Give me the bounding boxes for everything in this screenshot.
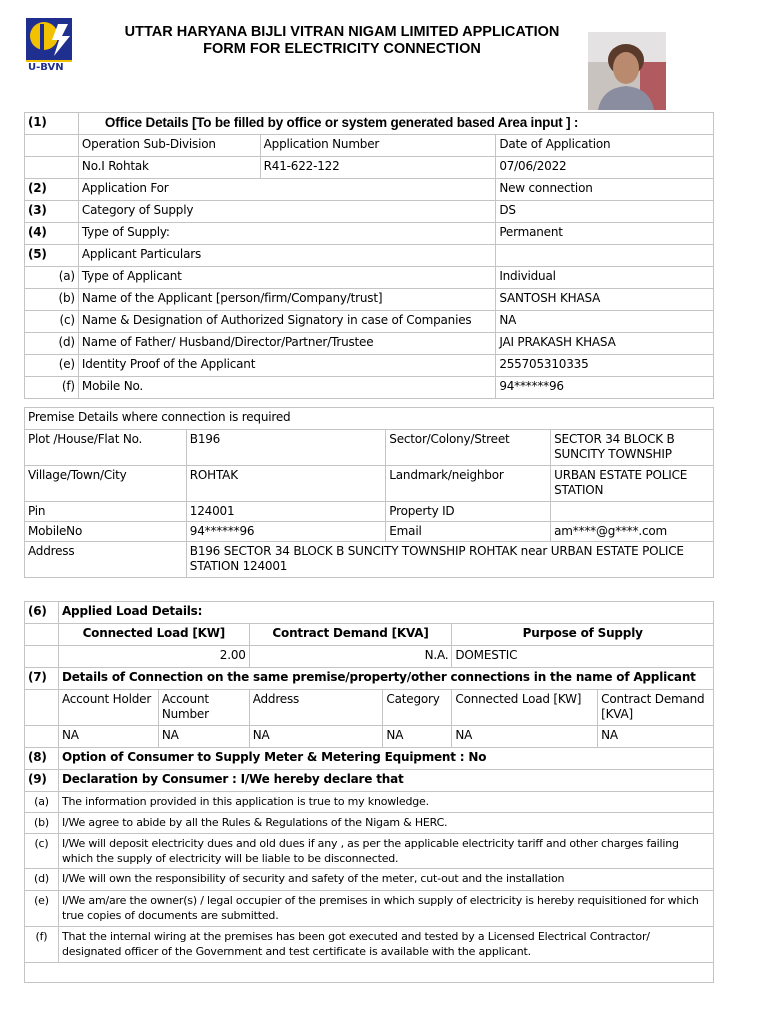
table-row: (2) Application For New connection <box>25 179 714 201</box>
table-row: (e) Identity Proof of the Applicant 255705310335 <box>25 355 714 377</box>
logo-text: U-BVN <box>28 62 64 73</box>
purpose-value: DOMESTIC <box>452 646 714 668</box>
property-value <box>551 502 714 522</box>
date-value: 07/06/2022 <box>496 157 714 179</box>
declaration-item: (f) That the internal wiring at the premises has been got executed and tested by a Licensed Electrical Contractor/ designated officer of the Government and test certificate is available with the applicant. <box>25 927 714 963</box>
table-row: (3) Category of Supply DS <box>25 201 714 223</box>
sector-value: SECTOR 34 BLOCK B SUNCITY TOWNSHIP <box>551 430 714 466</box>
application-number-value: R41-622-122 <box>260 157 496 179</box>
declaration-item: (b) I/We agree to abide by all the Rules & Regulations of the Nigam & HERC. <box>25 813 714 834</box>
title-line-1: UTTAR HARYANA BIJLI VITRAN NIGAM LIMITED APPLICATION <box>124 24 560 40</box>
declaration-item: (c) I/We will deposit electricity dues and old dues if any , as per the applicable electricity tariff and other charges failing which the supply of electricity will be liable to be disconnected. <box>25 834 714 869</box>
table-row: (a) Type of Applicant Individual <box>25 267 714 289</box>
landmark-value: URBAN ESTATE POLICE STATION <box>551 466 714 502</box>
declaration-item: (e) I/We am/are the owner(s) / legal occupier of the premises in which supply of electricity is hereby requisitioned for which true copies of documents are submitted. <box>25 891 714 927</box>
empty-row <box>25 963 714 983</box>
table-row: (f) Mobile No. 94******96 <box>25 377 714 399</box>
declaration-title: Declaration by Consumer : I/We hereby declare that <box>58 770 713 792</box>
col-application-number: Application Number <box>260 135 496 157</box>
section-number: (1) <box>25 113 79 135</box>
premise-title: Premise Details where connection is required <box>25 408 714 430</box>
load-title: Applied Load Details: <box>58 602 713 624</box>
declaration-item: (d) I/We will own the responsibility of security and safety of the meter, cut-out and the installation <box>25 869 714 891</box>
office-details-table <box>24 112 714 399</box>
table-row: (d) Name of Father/ Husband/Director/Partner/Trustee JAI PRAKASH KHASA <box>25 333 714 355</box>
section-title: Office Details [To be filled by office or system generated based Area input ] : <box>78 113 713 135</box>
pin-value: 124001 <box>186 502 386 522</box>
table-row: (b) Name of the Applicant [person/firm/Company/trust] SANTOSH KHASA <box>25 289 714 311</box>
connected-load-value: 2.00 <box>58 646 249 668</box>
uhbvn-logo <box>24 16 80 74</box>
metering-option: Option of Consumer to Supply Meter & Metering Equipment : No <box>58 748 713 770</box>
plot-value: B196 <box>186 430 386 466</box>
table-row: (4) Type of Supply: Permanent <box>25 223 714 245</box>
email-value: am****@g****.com <box>551 522 714 542</box>
village-value: ROHTAK <box>186 466 386 502</box>
table-row: (c) Name & Designation of Authorized Signatory in case of Companies NA <box>25 311 714 333</box>
load-declaration-table: (6) Applied Load Details: Connected Load [KW] Contract Demand [KVA] Purpose of Supply 2.00 N.A. DOMESTIC (7) Details of Connection on the same premise/property/other connections in the name of Applicant Account Holder Account Number Address Category Connected Load [KW] Contract Demand [KVA] NA NA NA NA NA NA (8) Option of Consumer to Supply Meter & Metering Equipment : No (9) Declaration by Consumer : I/We hereby declare that (a) The information provided in this application is true to my knowledge. (b) I/We agree to abide by all the Rules & Regulations of the Nigam & HERC. (c) I/We will deposit electricity dues and old dues if any , as per the applicable electricity tariff and other charges failing which the supply of electricity will be liable to be disconnected. (d) I/We will own the responsibility of security and safety of the meter, cut-out and the installation (e) I/We am/are the owner(s) / legal occupier of the premises in which supply of electricity is hereby requisitioned for which true copies of documents are submitted. (f) That the internal wiring at the premises has been got executed and tested by a Licensed Electrical Contractor/ designated officer of the Government and test certificate is available with the applicant. <box>24 601 714 983</box>
premise-details-table: Premise Details where connection is required Plot /House/Flat No. B196 Sector/Colony/Street SECTOR 34 BLOCK B SUNCITY TOWNSHIP Village/Town/City ROHTAK Landmark/neighbor URBAN ESTATE POLICE STATION Pin 124001 Property ID MobileNo 94******96 Email am****@g****.com Address B196 SECTOR 34 BLOCK B SUNCITY TOWNSHIP ROHTAK near URBAN ESTATE POLICE STATION 124001 <box>24 407 714 578</box>
mobile-value: 94******96 <box>186 522 386 542</box>
applicant-photo <box>588 32 666 110</box>
subdivision-value: No.I Rohtak <box>78 157 260 179</box>
contract-demand-value: N.A. <box>249 646 452 668</box>
declaration-item: (a) The information provided in this application is true to my knowledge. <box>25 792 714 813</box>
col-subdivision: Operation Sub-Division <box>78 135 260 157</box>
address-value: B196 SECTOR 34 BLOCK B SUNCITY TOWNSHIP ROHTAK near URBAN ESTATE POLICE STATION 124001 <box>186 542 713 578</box>
col-date: Date of Application <box>496 135 714 157</box>
table-row: (5) Applicant Particulars <box>25 245 714 267</box>
title-line-2: FORM FOR ELECTRICITY CONNECTION <box>203 41 481 57</box>
form-title <box>100 24 584 58</box>
